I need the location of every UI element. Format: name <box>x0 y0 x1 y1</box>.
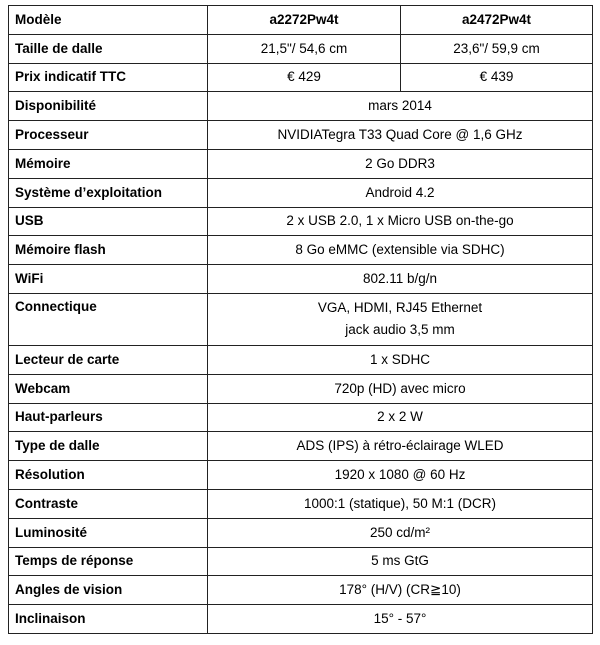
row-value: 1000:1 (statique), 50 M:1 (DCR) <box>208 489 593 518</box>
row-label: Webcam <box>9 374 208 403</box>
table-row <box>9 236 593 265</box>
row-label: Mémoire <box>9 149 208 178</box>
table-row <box>9 178 593 207</box>
row-label: Processeur <box>9 121 208 150</box>
row-value: 1 x SDHC <box>208 345 593 374</box>
row-value-line-2: jack audio 3,5 mm <box>345 322 455 338</box>
row-label: Contraste <box>9 489 208 518</box>
model-2-header: a2472Pw4t <box>401 6 593 35</box>
row-label: USB <box>9 207 208 236</box>
row-label: Inclinaison <box>9 605 208 634</box>
table-row <box>9 489 593 518</box>
row-value: 1920 x 1080 @ 60 Hz <box>208 461 593 490</box>
table-row <box>9 63 593 92</box>
row-value: 8 Go eMMC (extensible via SDHC) <box>208 236 593 265</box>
row-value: 15° - 57° <box>208 605 593 634</box>
row-value: 2 x USB 2.0, 1 x Micro USB on-the-go <box>208 207 593 236</box>
row-value: 2 Go DDR3 <box>208 149 593 178</box>
row-label: Mémoire flash <box>9 236 208 265</box>
model-1-value: € 429 <box>208 63 401 92</box>
table-row <box>9 293 593 345</box>
row-value: 250 cd/m² <box>208 518 593 547</box>
row-value: 178° (H/V) (CR≧10) <box>208 576 593 605</box>
model-1-header: a2272Pw4t <box>208 6 401 35</box>
row-label: Temps de réponse <box>9 547 208 576</box>
row-label: Haut-parleurs <box>9 403 208 432</box>
row-label: Connectique <box>9 293 208 345</box>
table-row <box>9 121 593 150</box>
row-label: Disponibilité <box>9 92 208 121</box>
row-value: 2 x 2 W <box>208 403 593 432</box>
table-row <box>9 403 593 432</box>
table-row <box>9 547 593 576</box>
row-label: Taille de dalle <box>9 34 208 63</box>
table-row <box>9 345 593 374</box>
table-row <box>9 518 593 547</box>
row-value: 802.11 b/g/n <box>208 265 593 294</box>
row-label: Résolution <box>9 461 208 490</box>
row-label: Prix indicatif TTC <box>9 63 208 92</box>
table-row <box>9 605 593 634</box>
row-label: Lecteur de carte <box>9 345 208 374</box>
row-value <box>208 293 593 345</box>
row-label: Angles de vision <box>9 576 208 605</box>
table-row <box>9 576 593 605</box>
row-value: Android 4.2 <box>208 178 593 207</box>
header-label: Modèle <box>9 6 208 35</box>
model-2-value: € 439 <box>401 63 593 92</box>
row-label: Luminosité <box>9 518 208 547</box>
row-label: WiFi <box>9 265 208 294</box>
table-row <box>9 92 593 121</box>
table-row <box>9 265 593 294</box>
model-1-value: 21,5"/ 54,6 cm <box>208 34 401 63</box>
row-value-line-1: VGA, HDMI, RJ45 Ethernet <box>317 300 483 316</box>
table-row <box>9 149 593 178</box>
table-row <box>9 34 593 63</box>
table-row <box>9 461 593 490</box>
model-2-value: 23,6"/ 59,9 cm <box>401 34 593 63</box>
row-value: NVIDIATegra T33 Quad Core @ 1,6 GHz <box>208 121 593 150</box>
row-value: 5 ms GtG <box>208 547 593 576</box>
spec-table <box>8 5 593 634</box>
row-value: 720p (HD) avec micro <box>208 374 593 403</box>
table-row <box>9 432 593 461</box>
table-row <box>9 207 593 236</box>
row-value: mars 2014 <box>208 92 593 121</box>
header-row <box>9 6 593 35</box>
table-row <box>9 374 593 403</box>
row-label: Système d’exploitation <box>9 178 208 207</box>
row-value: ADS (IPS) à rétro-éclairage WLED <box>208 432 593 461</box>
row-label: Type de dalle <box>9 432 208 461</box>
